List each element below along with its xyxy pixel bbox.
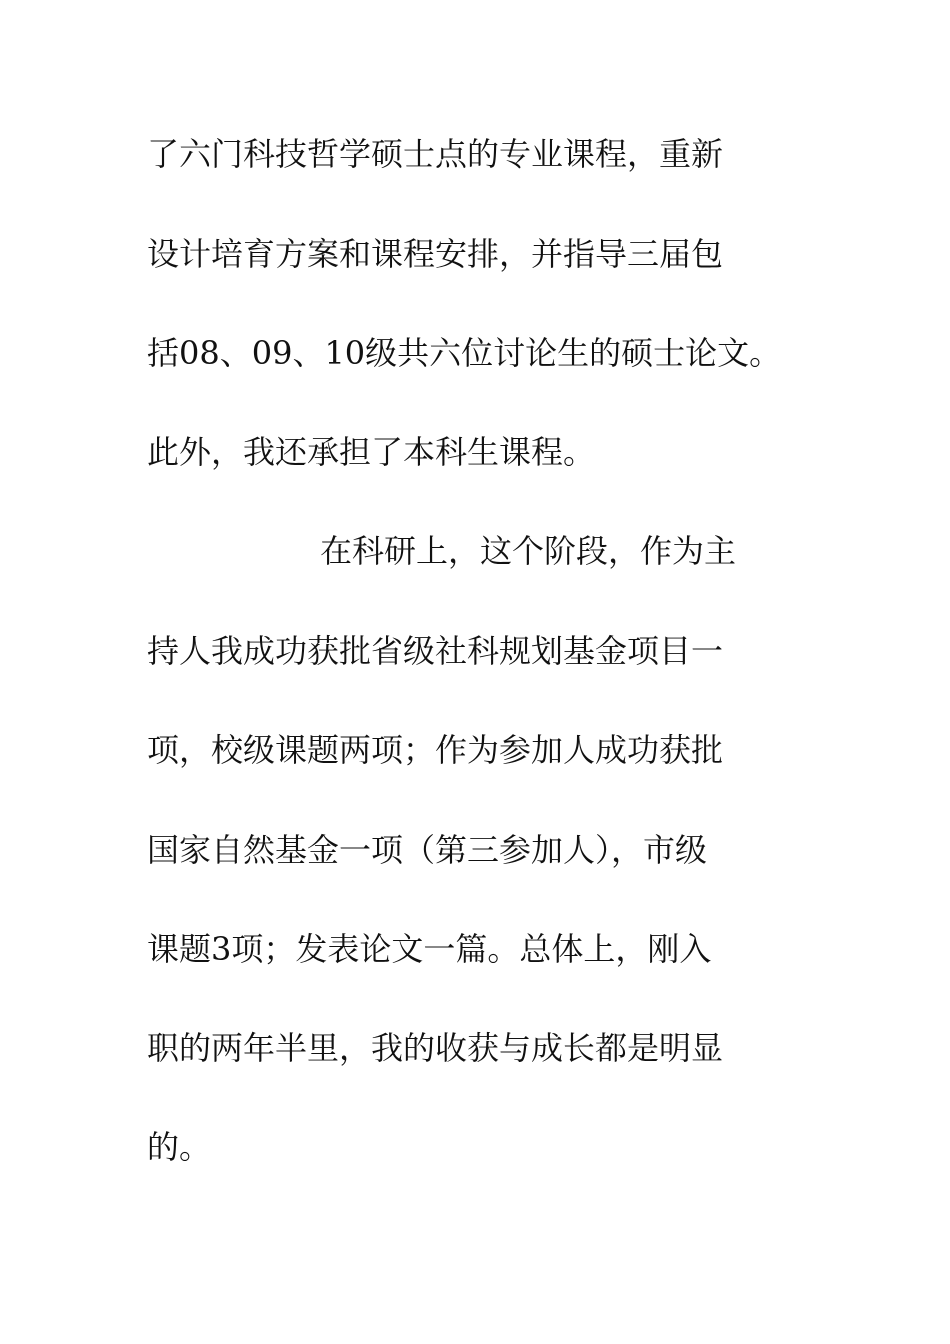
body-text-line-11: 的。 xyxy=(147,1128,212,1166)
body-text-line-2: 设计培育方案和课程安排，并指导三届包 xyxy=(147,235,724,273)
body-text-line-9: 课题3项；发表论文一篇。总体上，刚入 xyxy=(147,930,712,968)
body-text-line-6: 持人我成功获批省级社科规划基金项目一 xyxy=(147,632,724,670)
body-text-line-3: 括08、09、10级共六位讨论生的硕士论文。 xyxy=(147,334,782,372)
body-text-line-4: 此外，我还承担了本科生课程。 xyxy=(147,433,596,471)
body-text-line-5: 在科研上，这个阶段，作为主 xyxy=(320,532,737,570)
body-text-line-7: 项，校级课题两项；作为参加人成功获批 xyxy=(147,731,724,769)
body-text-line-10: 职的两年半里，我的收获与成长都是明显 xyxy=(147,1029,724,1067)
body-text-line-1: 了六门科技哲学硕士点的专业课程，重新 xyxy=(147,135,724,173)
body-text-line-8: 国家自然基金一项（第三参加人），市级 xyxy=(147,831,708,869)
